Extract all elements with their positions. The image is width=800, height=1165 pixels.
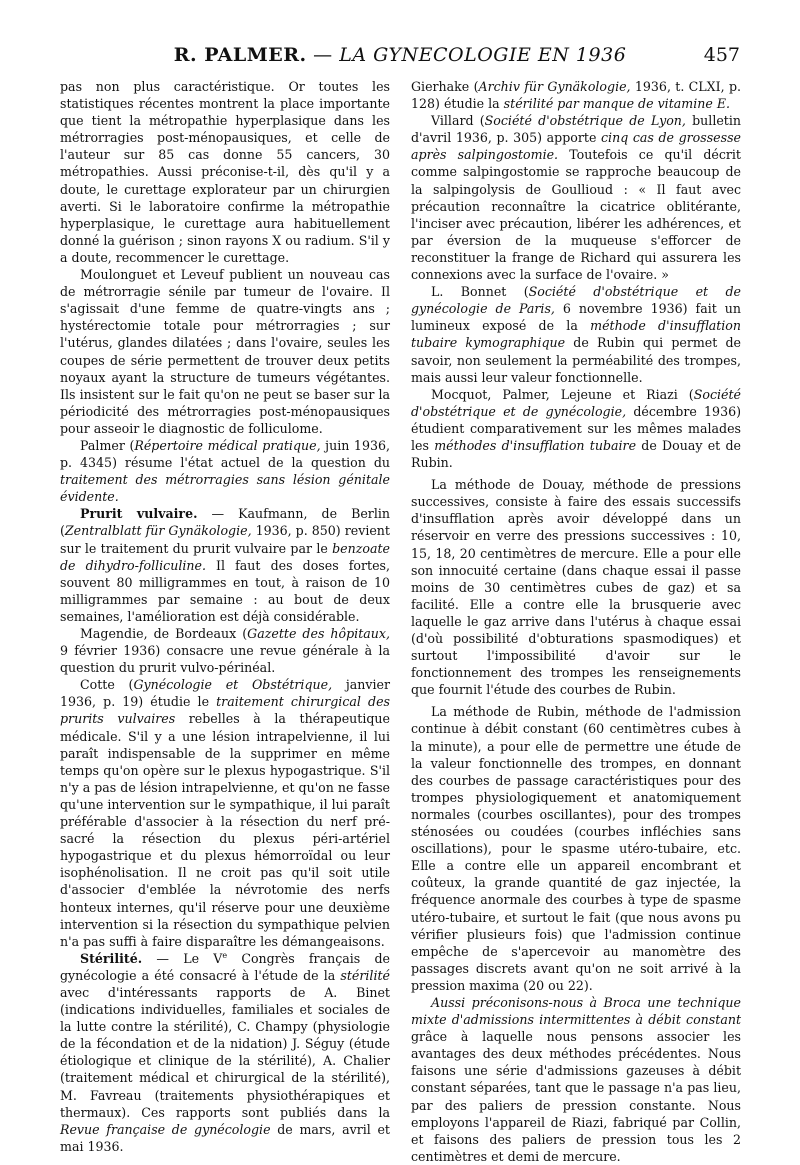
left-column bbox=[60, 78, 390, 1155]
paragraph: Mocquot, Palmer, Lejeune et Riazi (Société d'obstétrique et de gynécologie, décembre 1936) étudient comparativement sur les mêmes malades les méthodes d'insufflation tubaire de Douay et de Rubin. bbox=[411, 386, 742, 471]
paragraph: Moulonguet et Leveuf publient un nouveau cas de métrorragie sénile par tumeur de l'ovaire. Il s'agissait d'une femme de quatre-vingts ans ; hystérectomie totale pour métrorragies ; sur l'utérus, glandes dilatées ; dans l'ovaire, seules les coupes de série permettent de trouver deux petits noyaux ayant la structure de tumeurs végétantes. Ils insistent sur le fait qu'on ne peut se baser sur la périodicité des métrorragies post-ménopausiques pour asseoir le diagnostic de folliculome. bbox=[60, 267, 390, 436]
paragraph: Gierhake (Archiv für Gynäkologie, 1936, t. CLXI, p. 128) étudie la stérilité par manque de vitamine E. bbox=[411, 79, 742, 112]
section-sterilite: Stérilité. — Le Ve Congrès français de gynécologie a été consacré à l'étude de la stérilité avec d'intéressants rapports de A. Binet (indications individuelles, familiales et sociales de la lutte contre la stérilité), C. Champy (physiologie de la fécondation et de la nidation) J. Séguy (étude étiologique et clinique de la stérilité), A. Chalier (traitement médical et chirurgical de la stérilité), M. Favreau (traitements physiothérapiques et thermaux). Ces rapports sont publiés dans la Revue française de gynécologie de mars, avril et mai 1936. bbox=[60, 950, 390, 1154]
paragraph: Palmer (Répertoire médical pratique, juin 1936, p. 4345) résume l'état actuel de la question du traitement des métrorragies sans lésion génitale évidente. bbox=[60, 437, 390, 505]
section-heading: Prurit vulvaire. bbox=[80, 506, 198, 522]
running-title-author: R. PALMER. bbox=[173, 44, 307, 66]
section-heading: Stérilité. bbox=[80, 950, 143, 966]
running-header bbox=[60, 44, 740, 66]
running-title-journal: LA GYNECOLOGIE EN 1936 bbox=[339, 44, 627, 66]
paragraph: Aussi préconisons-nous à Broca une technique mixte d'admissions intermittentes à débit constant grâce à laquelle nous pensons associer les avantages des deux méthodes précédentes. Nous faisons une série d'admissions gazeuses à débit constant séparées, tant que le passage n'a pas lieu, par des paliers de pression constante. Nous employons l'appareil de Riazi, fabriqué par Collin, et faisons des paliers de pression tous les 2 centimètres et demi de mercure. bbox=[411, 994, 741, 1164]
paragraph: Magendie, de Bordeaux (Gazette des hôpitaux, 9 février 1936) consacre une revue générale à la question du prurit vulvo-périnéal. bbox=[60, 626, 390, 676]
running-title bbox=[60, 44, 740, 66]
paragraph: Villard (Société d'obstétrique de Lyon, bulletin d'avril 1936, p. 305) apporte cinq cas de grossesse après salpingostomie. Toutefois ce qu'il décrit comme salpingostomie se rapproche beaucoup de la salpingolysis de Goullioud : « Il faut avec précaution reconnaître la cicatrice oblitérante, l'inciser avec précaution, libérer les adhérences, et par éversion de la muqueuse s'efforcer de reconstituer la frange de Richard qui assurera les connexions avec la surface de l'ovaire. » bbox=[411, 113, 741, 283]
right-column bbox=[411, 78, 741, 1165]
section-prurit-vulvaire: Prurit vulvaire. — Kaufmann, de Berlin (Zentralblatt für Gynäkologie, 1936, p. 850) revient sur le traitement du prurit vulvaire par le benzoate de dihydro-folliculine. Il faut des doses fortes, souvent 80 milligrammes en tout, à raison de 10 milligrammes par semaine : au bout de deux semaines, l'amélioration est déjà considérable. bbox=[60, 506, 390, 624]
paragraph: Cotte (Gynécologie et Obstétrique, janvier 1936, p. 19) étudie le traitement chirurgical des prurits vulvaires rebelles à la thérapeutique médicale. S'il y a une lésion intrapelvienne, il lui paraît indispensable de la supprimer en même temps qu'on opère sur le plexus hypogastrique. S'il n'y a pas de lésion intrapelvienne, et qu'on ne fasse qu'une intervention sur le sympathique, il lui paraît préférable d'associer à la résection du nerf pré-sacré la résection du plexus péri-artériel hypogastrique et du plexus hémorroïdal ou leur isophénolisation. Il ne croit pas qu'il soit utile d'associer d'emblée la névrotomie des nerfs honteux internes, qu'il réserve pour une deuxième intervention si la résection du sympathique pelvien n'a pas suffi à faire disparaître les démangeaisons. bbox=[60, 677, 390, 949]
paragraph: L. Bonnet (Société d'obstétrique et de gynécologie de Paris, 6 novembre 1936) fait un lumineux exposé de la méthode d'insufflation tubaire kymographique de Rubin qui permet de savoir, non seulement la perméabilité des trompes, mais aussi leur valeur fonctionnelle. bbox=[411, 284, 741, 385]
paragraph: La méthode de Rubin, méthode de l'admission continue à débit constant (60 centimètres cubes à la minute), a pour elle de permettre une étude de la valeur fonctionnelle des trompes, en donnant des courbes de passage caractéristiques pour des trompes physiologiquement et anatomiquement normales (courbes oscillantes), pour des trompes sténosées ou coudées (courbes infléchies sans oscillations), pour le spasme utéro-tubaire, etc. Elle a contre elle un appareil encombrant et coûteux, la grande quantité de gaz injectée, la fréquence anormale des courbes à type de spasme utéro-tubaire, et surtout le fait (que nous avons pu vérifier plusieurs fois) que l'admission continue empêche de s'apercevoir au manomètre des passages discrets avant qu'on ne soit arrivé à la pression maxima (20 ou 22). bbox=[411, 704, 741, 993]
paragraph: La méthode de Douay, méthode de pressions successives, consiste à faire des essais successifs d'insufflation après avoir développé dans un réservoir en verre des pressions successives : 10, 15, 18, 20 centimètres de mercure. Elle a pour elle son innocuité certaine (dans chaque essai il passe moins de 30 centimètres cubes de gaz) et sa facilité. Elle a contre elle la brusquerie avec laquelle le gaz arrive dans l'utérus à chaque essai (d'où possibilité d'obturations spasmodiques) et surtout l'impossibilité d'avoir sur le fonctionnement des trompes les renseignements que fournit l'étude des courbes de Rubin. bbox=[411, 477, 741, 698]
paragraph: pas non plus caractéristique. Or toutes les statistiques récentes montrent la place importante que tient la métropathie hyperplasique dans les métrorragies post-ménopausiques, et celle de l'auteur sur 85 cas donne 55 cancers, 30 métropathies. Aussi préconise-t-il, dès qu'il y a doute, le curettage explorateur par un chirurgien averti. Si le laboratoire confirme la métropathie hyperplasique, le curettage aura habituellement donné la guérison ; sinon rayons X ou radium. S'il y a doute, recommencer le curettage. bbox=[60, 79, 390, 265]
running-title-dash: — bbox=[306, 44, 340, 66]
page-number: 457 bbox=[703, 44, 740, 66]
